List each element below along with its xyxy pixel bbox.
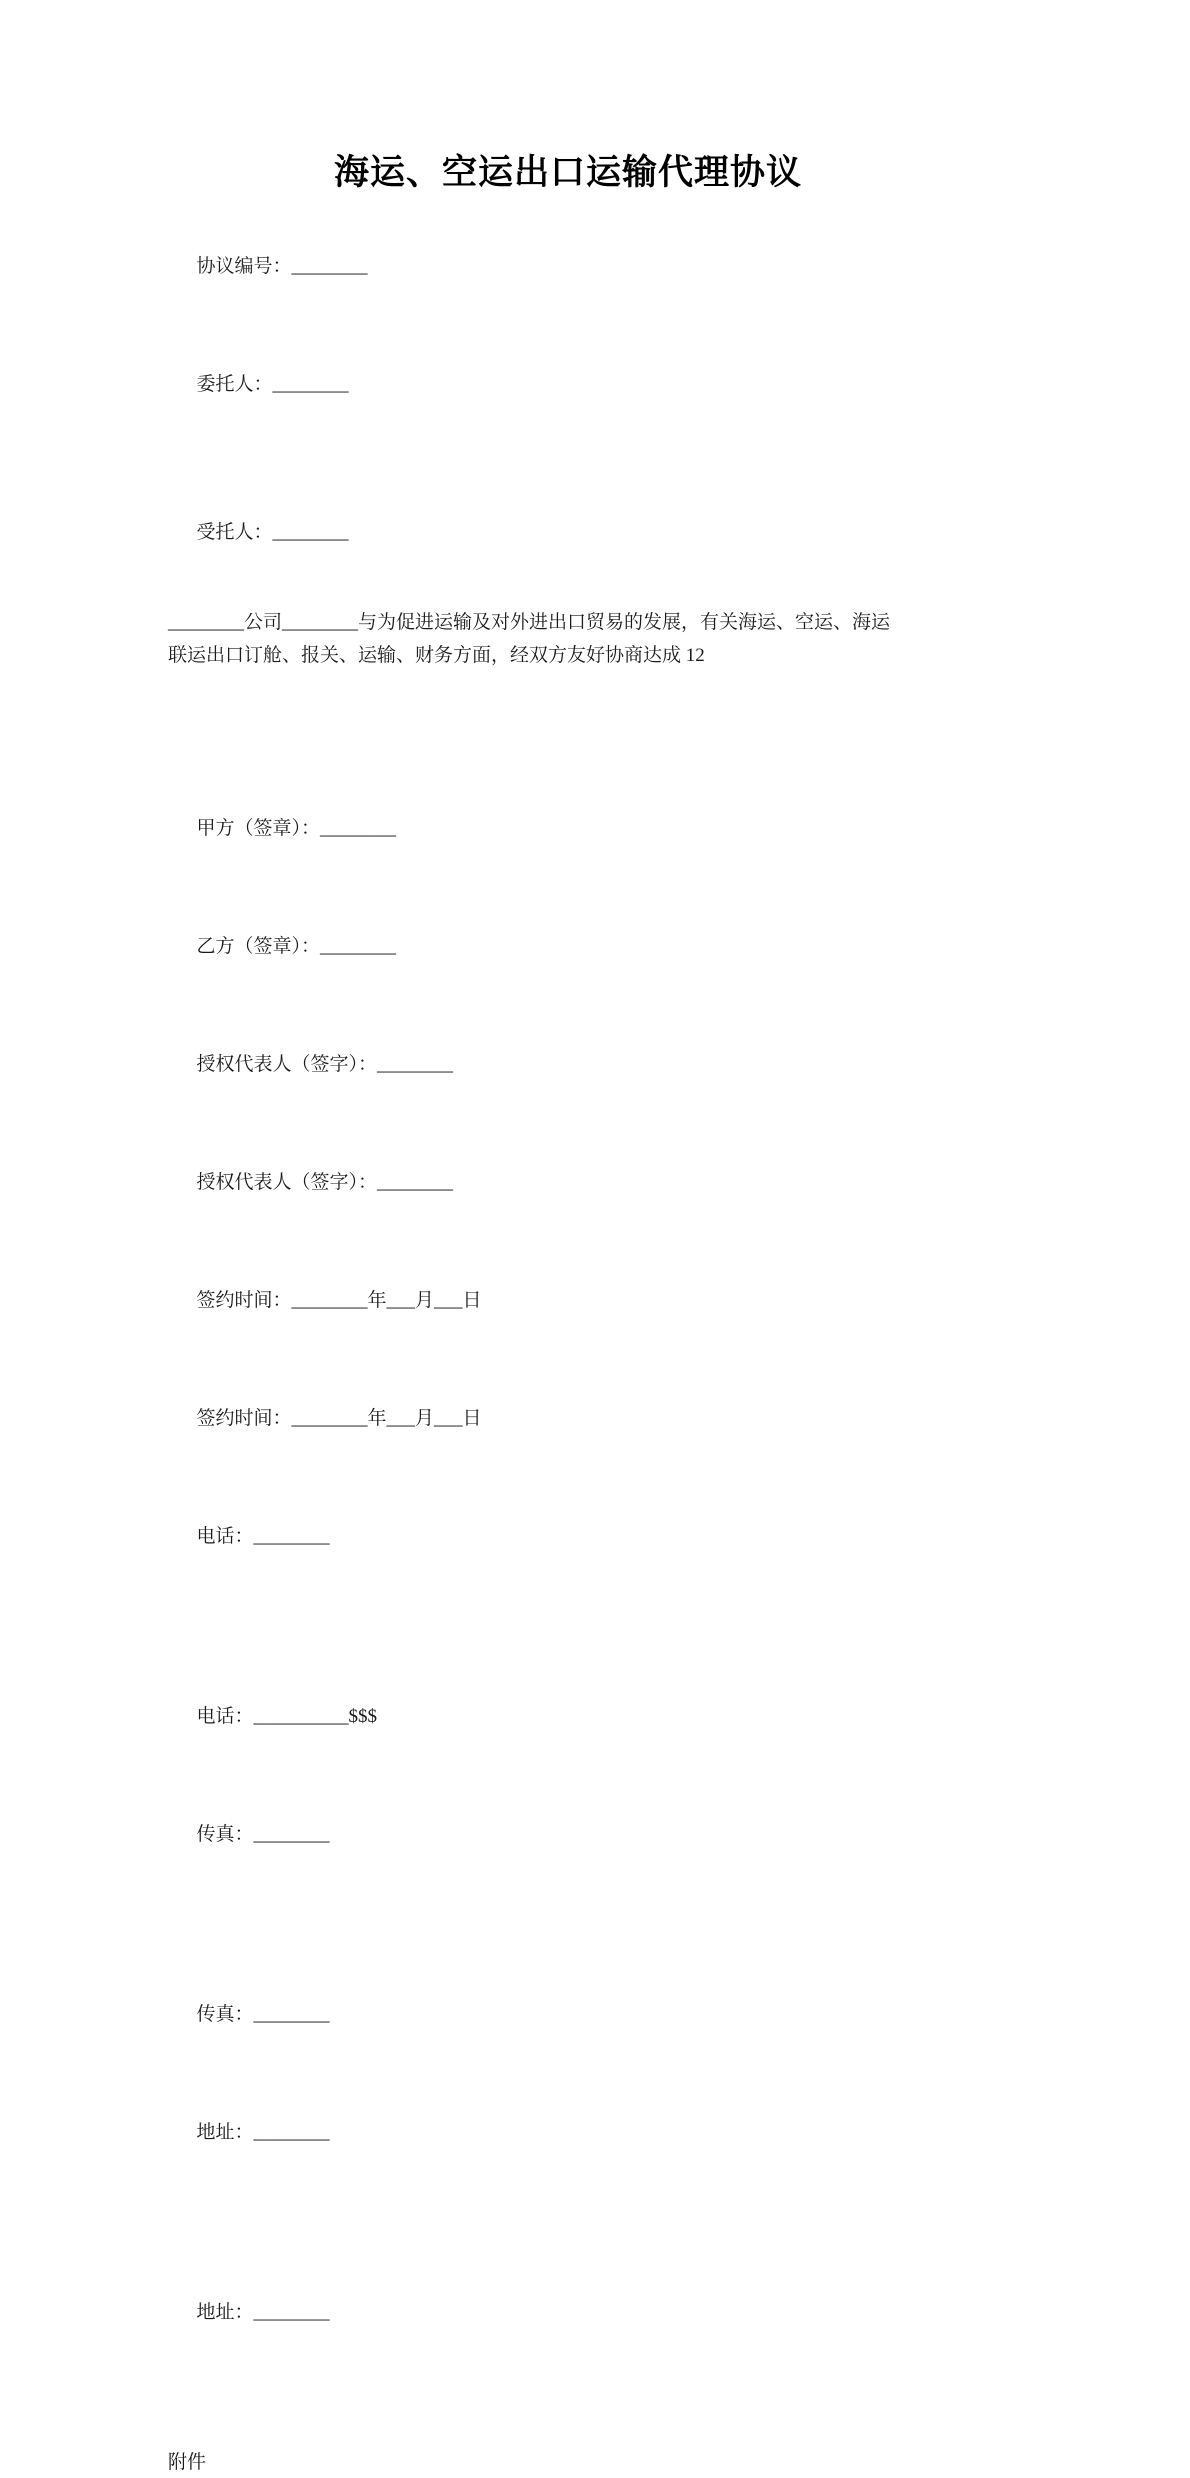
field-phone-1: [168, 1492, 1028, 1582]
spacer: [168, 430, 1028, 488]
spacer: [168, 312, 1028, 340]
field-phone-1-blank[interactable]: ________: [253, 1526, 330, 1547]
field-phone-2-label: 电话：: [196, 1706, 254, 1727]
spacer: [168, 194, 1028, 222]
spacer: [168, 1582, 1028, 1672]
body-paragraph: [168, 606, 968, 672]
field-phone-1-label: 电话：: [196, 1526, 254, 1547]
body-paragraph-line-2: 联运出口订舱、报关、运输、财务方面，经双方友好协商达成 12: [168, 645, 705, 666]
spacer: [168, 874, 1028, 902]
field-signing-date-2-label: 签约时间：: [196, 1408, 292, 1429]
field-address-2: [168, 2268, 1028, 2358]
field-fax-2-blank[interactable]: ________: [253, 2004, 330, 2025]
field-authorized-rep-2-label: 授权代表人（签字）：: [196, 1172, 378, 1193]
spacer: [168, 1464, 1028, 1492]
attachment-label: 附件: [168, 2452, 207, 2473]
field-signing-date-2: [168, 1374, 1028, 1464]
field-consignor-label: 委托人：: [196, 374, 273, 395]
field-address-2-blank[interactable]: ________: [253, 2302, 330, 2323]
field-party-a-seal-blank[interactable]: ________: [320, 818, 397, 839]
field-phone-2-blank[interactable]: __________$$$: [253, 1706, 378, 1727]
field-address-2-label: 地址：: [196, 2302, 254, 2323]
field-fax-1-label: 传真：: [196, 1824, 254, 1845]
field-fax-1-blank[interactable]: ________: [253, 1824, 330, 1845]
document-content: [168, 0, 1028, 2478]
field-authorized-rep-1-blank[interactable]: ________: [377, 1054, 454, 1075]
field-fax-1: [168, 1790, 1028, 1880]
spacer: [168, 1880, 1028, 1970]
field-authorized-rep-1: [168, 1020, 1028, 1110]
field-authorized-rep-1-label: 授权代表人（签字）：: [196, 1054, 378, 1075]
field-signing-date-2-blank[interactable]: ________年___月___日: [291, 1408, 482, 1429]
body-paragraph-line-1: ________公司________与为促进运输及对外进出口贸易的发展，有关海运、空运、海运: [168, 612, 891, 633]
spacer: [168, 2178, 1028, 2268]
field-consignee-label: 受托人：: [196, 522, 273, 543]
field-agreement-number-label: 协议编号：: [196, 256, 292, 277]
field-agreement-number-blank[interactable]: ________: [291, 256, 368, 277]
field-signing-date-1: [168, 1256, 1028, 1346]
field-party-a-seal: [168, 784, 1028, 874]
page-title: 海运、空运出口运输代理协议: [333, 152, 802, 193]
field-consignee: [168, 488, 1028, 578]
field-address-1-blank[interactable]: ________: [253, 2122, 330, 2143]
spacer: [168, 1228, 1028, 1256]
field-authorized-rep-2-blank[interactable]: ________: [377, 1172, 454, 1193]
field-party-b-seal: [168, 902, 1028, 992]
spacer: [168, 992, 1028, 1020]
field-signing-date-1-label: 签约时间：: [196, 1290, 292, 1311]
spacer: [168, 672, 1028, 784]
spacer: [168, 1110, 1028, 1138]
field-party-a-seal-label: 甲方（签章）：: [196, 818, 321, 839]
spacer: [168, 2060, 1028, 2088]
field-authorized-rep-2: [168, 1138, 1028, 1228]
field-party-b-seal-label: 乙方（签章）：: [196, 936, 321, 957]
field-consignee-blank[interactable]: ________: [272, 522, 349, 543]
spacer: [168, 2358, 1028, 2448]
field-consignor-blank[interactable]: ________: [272, 374, 349, 395]
field-fax-2: [168, 1970, 1028, 2060]
spacer: [168, 1762, 1028, 1790]
field-party-b-seal-blank[interactable]: ________: [320, 936, 397, 957]
field-address-1: [168, 2088, 1028, 2178]
field-address-1-label: 地址：: [196, 2122, 254, 2143]
field-signing-date-1-blank[interactable]: ________年___月___日: [291, 1290, 482, 1311]
field-consignor: [168, 340, 1028, 430]
spacer: [168, 1346, 1028, 1374]
field-fax-2-label: 传真：: [196, 2004, 254, 2025]
spacer: [168, 578, 1028, 606]
field-agreement-number: [168, 222, 1028, 312]
field-phone-2: [168, 1672, 1028, 1762]
